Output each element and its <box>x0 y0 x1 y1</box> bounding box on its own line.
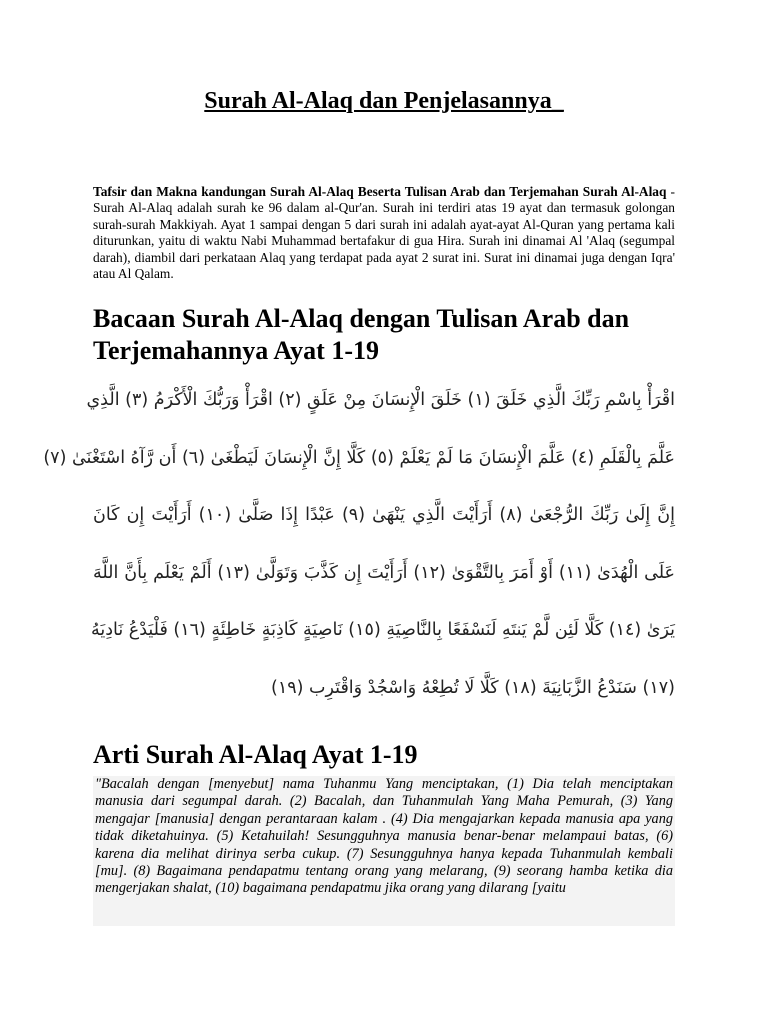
arabic-line: عَلَى الْهُدَىٰ (١١) أَوْ أَمَرَ بِالتَّقْوَىٰ (١٢) أَرَأَيْتَ إِن كَذَّبَ وَتَوَلَّىٰ (١٣) أَلَمْ يَعْلَم بِأَنَّ اللَّهَ <box>93 562 675 583</box>
page-title: Surah Al-Alaq dan Penjelasannya_ <box>204 88 564 114</box>
intro-paragraph <box>93 184 675 282</box>
heading-arti: Arti Surah Al-Alaq Ayat 1-19 <box>93 740 418 769</box>
intro-bold-lead: Tafsir dan Makna kandungan Surah Al-Alaq Beserta Tulisan Arab dan Terjemahan Surah Al-Alaq <box>93 184 667 199</box>
meaning-paragraph: "Bacalah dengan [menyebut] nama Tuhanmu Yang menciptakan, (1) Dia telah menciptakan manusia dari segumpal darah. (2) Bacalah, dan Tuhanmulah Yang Maha Pemurah, (3) Yang mengajar [manusia] dengan perantaraan kalam . (4) Dia mengajarkan kepada manusia apa yang tidak diketahuinya. (5) Ketahuilah! Sesungguhnya manusia benar-benar melampaui batas, (6) karena dia melihat dirinya serba cukup. (7) Sesungguhnya hanya kepada Tuhanmulah kembali [mu]. (8) Bagaimana pendapatmu tentang orang yang melarang, (9) seorang hamba ketika dia mengerjakan shalat, (10) bagaimana pendapatmu jika orang yang dilarang [yaitu <box>93 776 675 926</box>
arabic-text-block <box>43 380 676 725</box>
arabic-line: اقْرَأْ بِاسْمِ رَبِّكَ الَّذِي خَلَقَ (١) خَلَقَ الْإِنسَانَ مِنْ عَلَقٍ (٢) اقْرَأْ وَرَبُّكَ الْأَكْرَمُ (٣) الَّذِي <box>86 390 675 410</box>
heading-bacaan: Bacaan Surah Al-Alaq dengan Tulisan Arab dan Terjemahannya Ayat 1-19 <box>93 304 630 365</box>
arabic-line: إِنَّ إِلَىٰ رَبِّكَ الرُّجْعَىٰ (٨) أَرَأَيْتَ الَّذِي يَنْهَىٰ (٩) عَبْدًا إِذَا صَلَّىٰ (١٠) أَرَأَيْتَ إِن كَانَ <box>93 505 676 525</box>
arabic-line: (١٧) سَنَدْعُ الزَّبَانِيَةَ (١٨) كَلَّا لَا تُطِعْهُ وَاسْجُدْ وَاقْتَرِب (١٩) <box>271 677 675 698</box>
arabic-line: عَلَّمَ بِالْقَلَمِ (٤) عَلَّمَ الْإِنسَانَ مَا لَمْ يَعْلَمْ (٥) كَلَّا إِنَّ الْإِنسَانَ لَيَطْغَىٰ (٦) أَن رَّآهُ اسْتَغْنَىٰ (٧) <box>43 447 675 468</box>
arabic-line: يَرَىٰ (١٤) كَلَّا لَئِن لَّمْ يَنتَهِ لَنَسْفَعًا بِالنَّاصِيَةِ (١٥) نَاصِيَةٍ كَاذِبَةٍ خَاطِئَةٍ (١٦) فَلْيَدْعُ نَادِيَهُ <box>90 620 675 640</box>
intro-body: - Surah Al-Alaq adalah surah ke 96 dalam al-Qur'an. Surah ini terdiri atas 19 ayat dan termasuk golongan surah-surah Makkiyah. Ayat 1 sampai dengan 5 dari surah ini adalah ayat-ayat Al-Quran yang pertama kali diturunkan, yaitu di waktu Nabi Muhammad bertafakur di gua Hira. Surah ini dinamai Al 'Alaq (segumpal darah), diambil dari perkataan Alaq yang terdapat pada ayat 2 surat ini. Surat ini dinamai juga dengan Iqra' atau Al Qalam. <box>93 184 675 282</box>
